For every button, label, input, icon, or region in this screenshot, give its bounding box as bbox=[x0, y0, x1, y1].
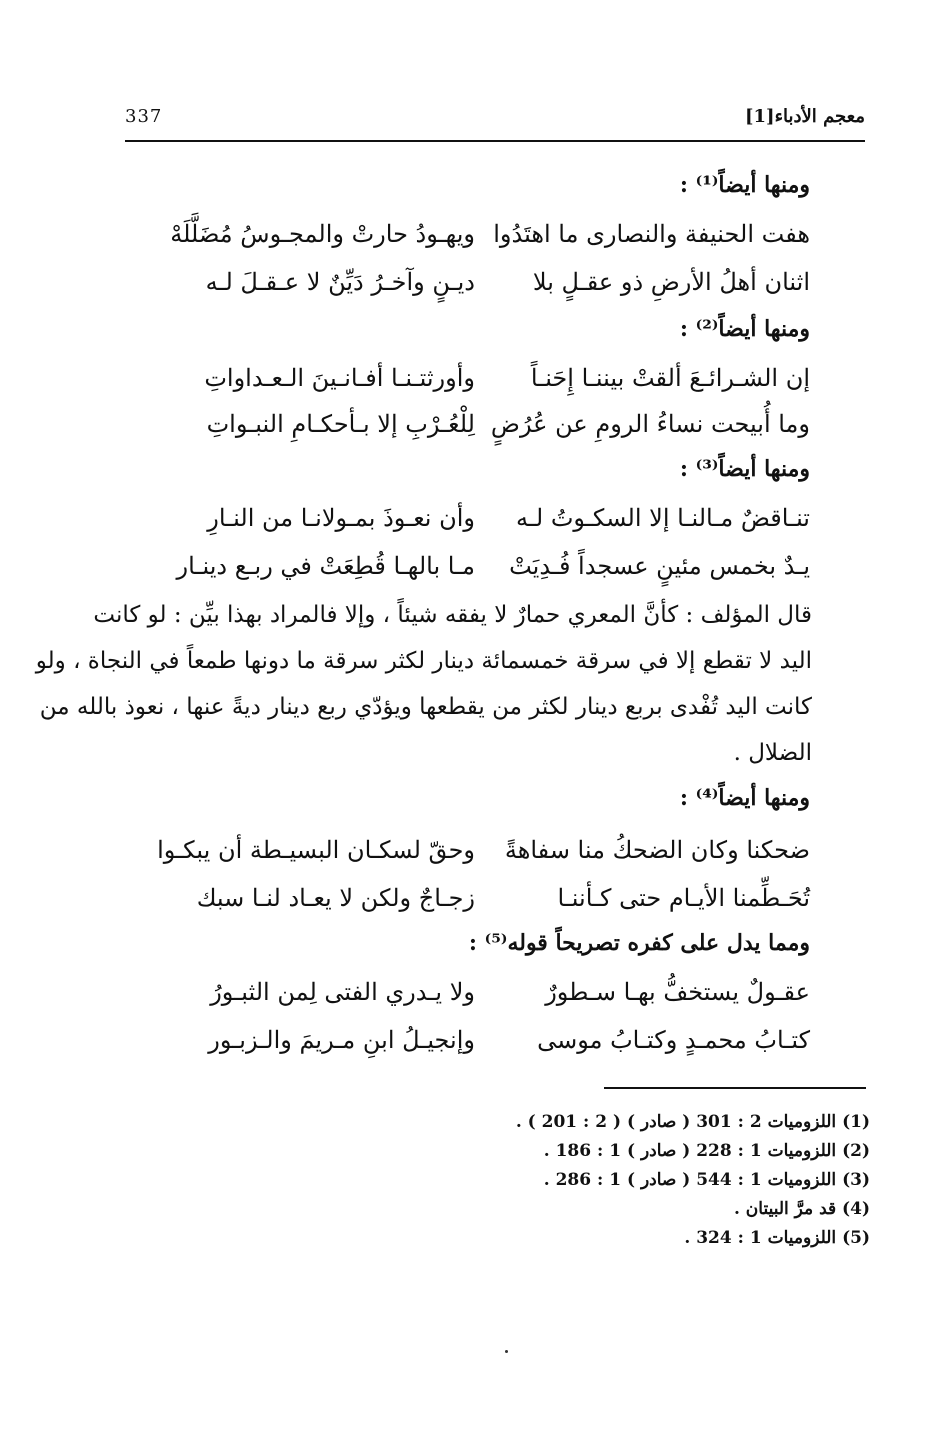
footnote: (4) قد مرَّ البيتان . bbox=[733, 1199, 870, 1219]
verse bbox=[125, 978, 810, 1018]
verse-second-hemistich: ويهـودُ حارتْ والمجـوسُ مُضَلَّلَهْ bbox=[170, 220, 475, 248]
page-number: 337 bbox=[125, 106, 163, 127]
verse bbox=[125, 410, 810, 450]
section-label: ومما يدل على كفره تصريحاً قوله⁽⁵⁾ : bbox=[468, 930, 810, 956]
verse bbox=[125, 1026, 810, 1066]
verse bbox=[125, 268, 810, 308]
verse-second-hemistich: مـا بالهـا قُطِعَتْ في ربـع دينـار bbox=[176, 552, 475, 580]
footnote: (2) اللزوميات 1 : 228 ( صادر ) 1 : 186 . bbox=[543, 1141, 870, 1161]
footnote: (1) اللزوميات 2 : 301 ( صادر ) ( 2 : 201 ) . bbox=[515, 1112, 870, 1132]
footnote: (3) اللزوميات 1 : 544 ( صادر ) 1 : 286 . bbox=[543, 1170, 870, 1190]
verse-first-hemistich: كتـابُ محمـدٍ وكتـابُ موسى bbox=[537, 1026, 810, 1054]
book-title: معجم الأدباء[1] bbox=[744, 106, 865, 127]
verse-first-hemistich: ضحكنا وكان الضحكُ منا سفاهةً bbox=[504, 836, 810, 864]
verse bbox=[125, 884, 810, 924]
verse bbox=[125, 220, 810, 260]
verse-first-hemistich: إن الشـرائـعَ ألقتْ بيننـا إِحَنـاً bbox=[530, 364, 810, 392]
author-comment bbox=[35, 592, 812, 776]
verse-second-hemistich: ديـنٍ وآخـرُ دَيِّنٌ لا عـقـلَ لـه bbox=[205, 268, 475, 296]
verse-second-hemistich: ولا يـدري الفتى لِمن الثبـورُ bbox=[210, 978, 475, 1006]
prose-line: قال المؤلف : كأنَّ المعري حمارٌ لا يفقه شيئاً ، وإلا فالمراد بهذا بيِّن : لو كانت bbox=[93, 602, 812, 628]
section-label: ومنها أيضاً⁽²⁾ : bbox=[679, 316, 810, 342]
verse-second-hemistich: وحقّ لسكـان البسيـطة أن يبكـوا bbox=[157, 836, 475, 864]
verse-second-hemistich: لِلْعُـرْبِ إلا بـأحكـامِ النبـواتِ bbox=[206, 410, 475, 438]
prose-line: كانت اليد تُفْدى بربع دينار لكثر من يقطعها ويؤدّي ربع دينار ديةً عنها ، نعوذ بالله من bbox=[39, 694, 812, 720]
verse bbox=[125, 364, 810, 404]
verse-first-hemistich: اثنان أهلُ الأرضِ ذو عقـلٍ بلا bbox=[532, 268, 810, 296]
section-label: ومنها أيضاً⁽³⁾ : bbox=[679, 456, 810, 482]
footnotes bbox=[516, 1112, 870, 1257]
verse-first-hemistich: تُحَـطِّمنا الأيـام حتى كـأننـا bbox=[557, 884, 810, 912]
prose-line: الضلال . bbox=[733, 740, 812, 766]
verse bbox=[125, 552, 810, 592]
scan-speck bbox=[505, 1350, 508, 1353]
verse-second-hemistich: وأن نعـوذَ بمـولانـا من النـارِ bbox=[207, 504, 475, 532]
footnote: (5) اللزوميات 1 : 324 . bbox=[684, 1228, 870, 1248]
verse bbox=[125, 504, 810, 544]
verse-first-hemistich: وما أُبيحت نساءُ الرومِ عن عُرُضٍ bbox=[490, 410, 810, 438]
footnote-divider bbox=[604, 1087, 866, 1089]
verse-first-hemistich: عقـولٌ يستخفُّ بهـا سـطورٌ bbox=[545, 978, 810, 1006]
running-header bbox=[125, 102, 865, 142]
verse-second-hemistich: وإنجيـلُ ابنِ مـريمَ والـزبـور bbox=[208, 1026, 475, 1054]
verse-first-hemistich: هفت الحنيفة والنصارى ما اهتَدُوا bbox=[493, 220, 810, 248]
verse-first-hemistich: يـدٌ بخمس مئينٍ عسجداً فُـدِيَتْ bbox=[509, 552, 810, 580]
verse-second-hemistich: وأورثتـنـا أفـانـينَ الـعـداواتِ bbox=[204, 364, 475, 392]
verse-second-hemistich: زجـاجٌ ولكن لا يعـاد لنـا سبك bbox=[196, 884, 475, 912]
section-label: ومنها أيضاً⁽¹⁾ : bbox=[679, 172, 810, 198]
prose-line: اليد لا تقطع إلا في سرقة خمسمائة دينار لكثر سرقة ما دونها طمعاً في النجاة ، ولو bbox=[35, 648, 812, 674]
section-label: ومنها أيضاً⁽⁴⁾ : bbox=[679, 785, 810, 811]
verse bbox=[125, 836, 810, 876]
verse-first-hemistich: تنـاقضٌ مـالنـا إلا السكـوتُ لـه bbox=[516, 504, 810, 532]
